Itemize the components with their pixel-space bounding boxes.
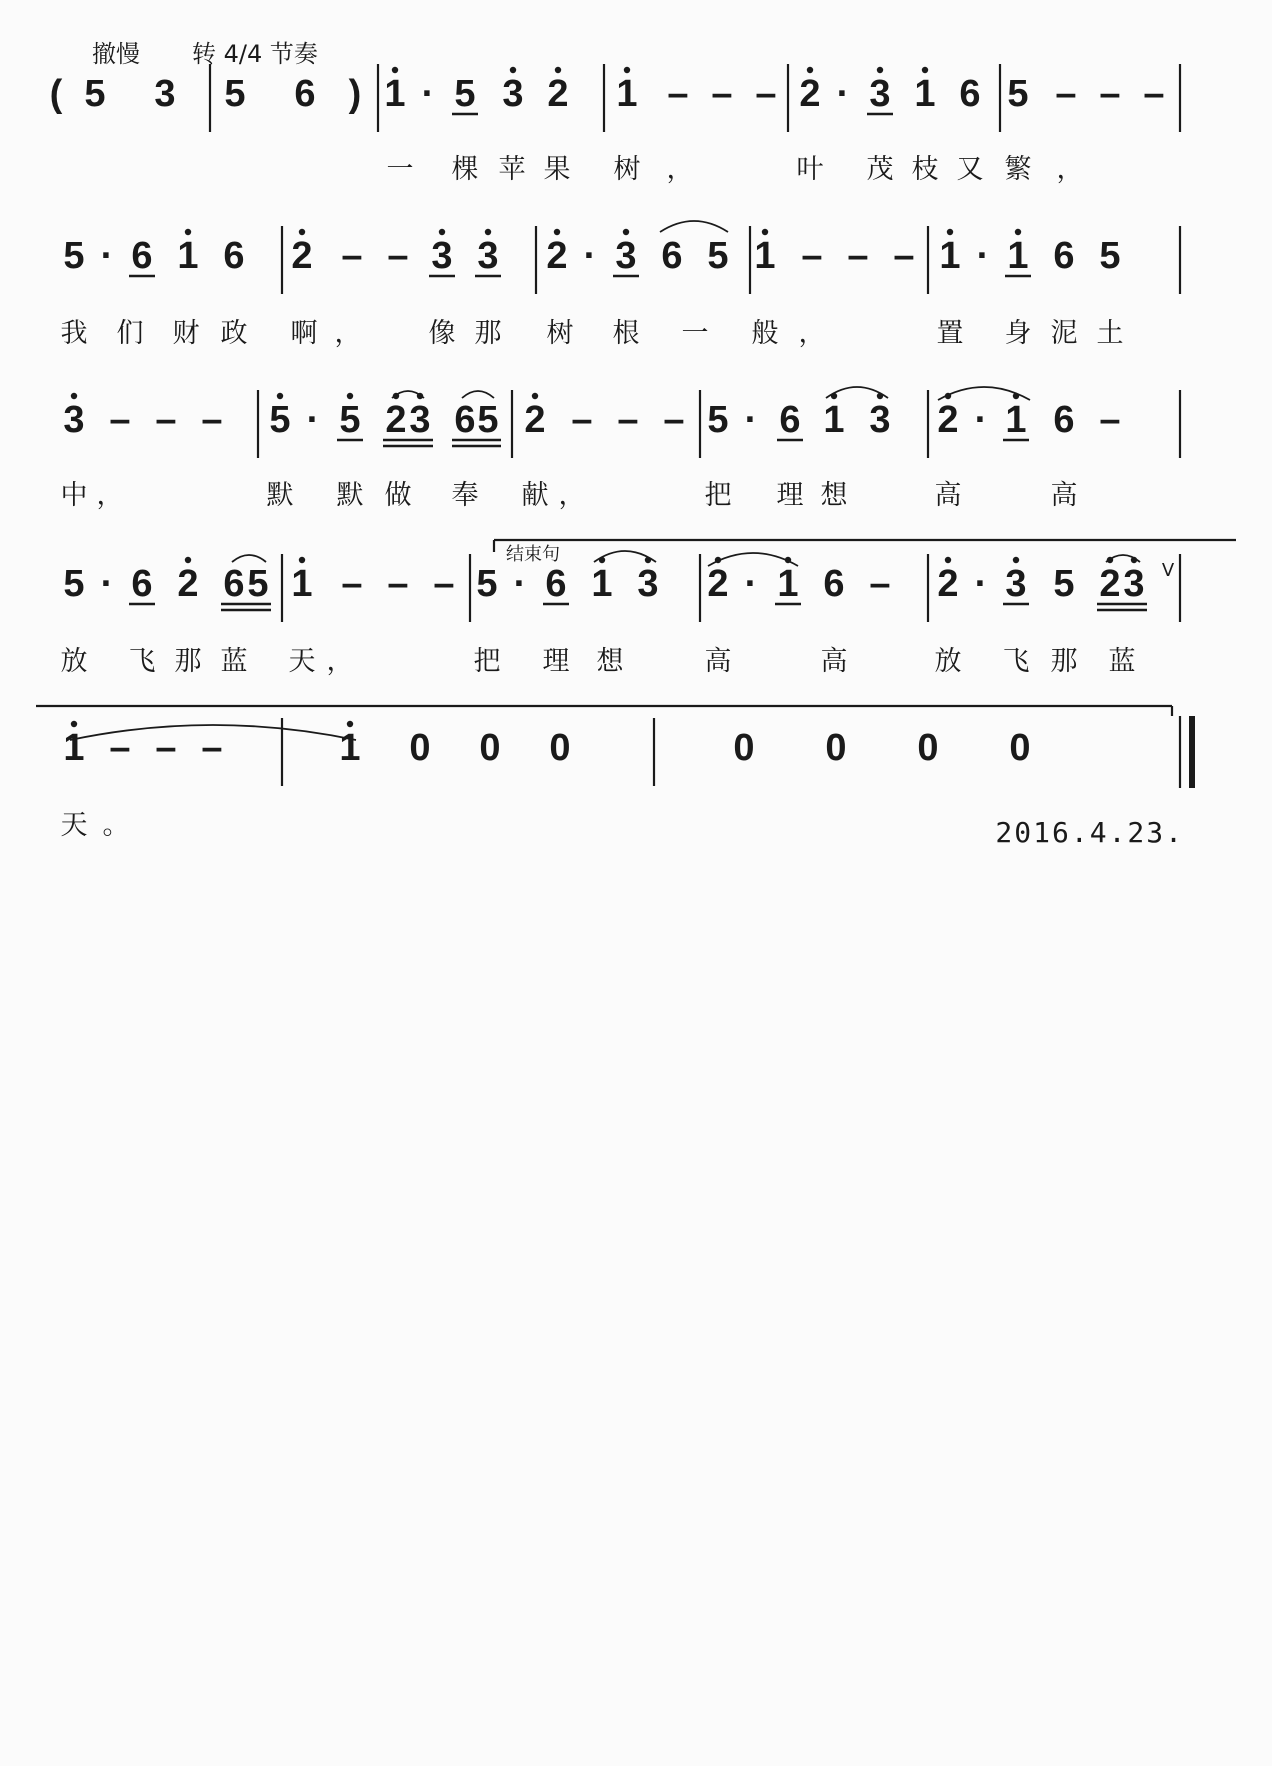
lyric-char: 想 <box>596 646 624 677</box>
lyric-char: 蓝 <box>220 646 248 677</box>
note: 2 <box>547 73 569 115</box>
note: 2 <box>177 563 199 605</box>
octave-dot <box>299 229 305 235</box>
note: 3 <box>615 235 637 277</box>
lyric-char: ， <box>558 480 586 511</box>
lyric-char: 土 <box>1096 318 1124 349</box>
lyric-char: 默 <box>266 480 294 511</box>
breath-mark: V <box>1161 560 1175 581</box>
lyric-char: 。 <box>102 810 130 841</box>
octave-dot <box>510 67 516 73</box>
note: 3 <box>477 235 499 277</box>
dash-extension: – <box>667 73 689 115</box>
note: 3 <box>63 399 85 441</box>
lyric-char: 高 <box>1050 480 1078 511</box>
note: 6 <box>454 399 476 441</box>
note: 0 <box>1009 727 1031 769</box>
lyric-char: 般 <box>751 318 779 349</box>
lyric-char: 默 <box>336 480 364 511</box>
dot-augment: · <box>421 73 435 115</box>
dash-extension: – <box>387 235 409 277</box>
octave-dot <box>71 393 77 399</box>
note: 2 <box>707 563 729 605</box>
lyric-char: 棵 <box>451 154 479 185</box>
lyric-char: 枝 <box>911 154 939 185</box>
octave-dot <box>922 67 928 73</box>
lyric-char: 又 <box>956 154 984 185</box>
note: 5 <box>707 235 729 277</box>
dot-augment: · <box>974 563 988 605</box>
dash-extension: – <box>1099 73 1121 115</box>
lyric-char: 树 <box>546 318 574 349</box>
dash-extension: – <box>711 73 733 115</box>
lyric-char: ， <box>334 318 362 349</box>
octave-dot <box>439 229 445 235</box>
dash-extension: – <box>893 235 915 277</box>
dot-augment: · <box>306 399 320 441</box>
note: 1 <box>754 235 776 277</box>
octave-dot <box>485 229 491 235</box>
lyric-char: 茂 <box>866 154 894 185</box>
lyric-char: 高 <box>820 646 848 677</box>
octave-dot <box>807 67 813 73</box>
note: 5 <box>63 235 85 277</box>
lyric-char: 理 <box>776 480 804 511</box>
lyric-char: ， <box>96 480 124 511</box>
dot-augment: · <box>744 563 758 605</box>
octave-dot <box>623 229 629 235</box>
note: 0 <box>733 727 755 769</box>
note: 6 <box>959 73 981 115</box>
lyric-char: 我 <box>60 318 88 349</box>
note: 6 <box>823 563 845 605</box>
note: 5 <box>1099 235 1121 277</box>
note: 3 <box>1005 563 1027 605</box>
note: 3 <box>431 235 453 277</box>
note: 2 <box>546 235 568 277</box>
dash-extension: – <box>571 399 593 441</box>
dash-extension: – <box>433 563 455 605</box>
octave-dot <box>277 393 283 399</box>
note: 0 <box>825 727 847 769</box>
dot-augment: · <box>974 399 988 441</box>
lyric-char: 苹 <box>498 154 526 185</box>
dash-extension: – <box>1143 73 1165 115</box>
lyric-char: 那 <box>1050 646 1078 677</box>
note: 6 <box>223 235 245 277</box>
octave-dot <box>1015 229 1021 235</box>
octave-dot <box>71 721 77 727</box>
note: 6 <box>131 563 153 605</box>
note: 1 <box>914 73 936 115</box>
note: 5 <box>339 399 361 441</box>
octave-dot <box>347 721 353 727</box>
lyric-char: ， <box>798 318 826 349</box>
note: 0 <box>409 727 431 769</box>
note: 2 <box>524 399 546 441</box>
note: 1 <box>616 73 638 115</box>
note: 2 <box>937 563 959 605</box>
lyric-char: 那 <box>174 646 202 677</box>
tempo-marking: 撤慢 <box>92 40 140 68</box>
octave-dot <box>947 229 953 235</box>
note: 6 <box>1053 235 1075 277</box>
note: 2 <box>799 73 821 115</box>
dash-extension: – <box>617 399 639 441</box>
note: 5 <box>63 563 85 605</box>
note: 6 <box>545 563 567 605</box>
octave-dot <box>624 67 630 73</box>
octave-dot <box>392 67 398 73</box>
lyric-char: ， <box>1056 154 1084 185</box>
lyric-char: 做 <box>384 480 412 511</box>
lyric-char: 财 <box>172 318 200 349</box>
lyric-char: 奉 <box>451 480 479 511</box>
note: 5 <box>247 563 269 605</box>
dash-extension: – <box>155 399 177 441</box>
note: 5 <box>1053 563 1075 605</box>
note: 5 <box>1007 73 1029 115</box>
note: 1 <box>823 399 845 441</box>
lyric-char: 繁 <box>1004 154 1032 185</box>
note: 1 <box>591 563 613 605</box>
octave-dot <box>532 393 538 399</box>
lyric-char: 理 <box>542 646 570 677</box>
dot-augment: · <box>583 235 597 277</box>
note: 5 <box>84 73 106 115</box>
note: 3 <box>502 73 524 115</box>
octave-dot <box>299 557 305 563</box>
lyric-char: 一 <box>681 318 709 349</box>
lyric-char: 身 <box>1004 318 1032 349</box>
note: 3 <box>409 399 431 441</box>
meter-change: 转 4/4 节奏 <box>192 40 318 68</box>
dot-augment: · <box>976 235 990 277</box>
note: 2 <box>291 235 313 277</box>
octave-dot <box>185 229 191 235</box>
dot-augment: · <box>836 73 850 115</box>
slur <box>660 221 728 232</box>
note: 1 <box>1007 235 1029 277</box>
octave-dot <box>945 557 951 563</box>
dash-extension: – <box>1055 73 1077 115</box>
dash-extension: – <box>109 399 131 441</box>
note: 2 <box>385 399 407 441</box>
lyric-char: 像 <box>428 318 456 349</box>
note: 6 <box>779 399 801 441</box>
lyric-char: 放 <box>60 646 88 677</box>
note: 5 <box>476 563 498 605</box>
lyric-char: 高 <box>934 480 962 511</box>
lyric-char: 把 <box>704 480 732 511</box>
dash-extension: – <box>1099 399 1121 441</box>
lyric-char: 叶 <box>796 154 824 185</box>
lyric-char: 根 <box>612 318 640 349</box>
note: 6 <box>131 235 153 277</box>
lyric-char: 把 <box>473 646 501 677</box>
lyric-char: 想 <box>820 480 848 511</box>
dash-extension: – <box>109 727 131 769</box>
dash-extension: – <box>663 399 685 441</box>
lyric-char: 树 <box>613 154 641 185</box>
lyric-char: 泥 <box>1050 318 1078 349</box>
dash-extension: – <box>155 727 177 769</box>
note: 2 <box>937 399 959 441</box>
note: 0 <box>917 727 939 769</box>
note: 6 <box>661 235 683 277</box>
lyric-char: 飞 <box>128 646 156 677</box>
slur <box>462 391 494 398</box>
lyric-char: 放 <box>934 646 962 677</box>
dash-extension: – <box>341 563 363 605</box>
date-stamp: 2016.4.23. <box>995 816 1184 849</box>
lyric-char: 飞 <box>1002 646 1030 677</box>
lyric-char: 啊 <box>290 318 318 349</box>
note: 3 <box>637 563 659 605</box>
octave-dot <box>762 229 768 235</box>
lyric-char: 果 <box>543 154 571 185</box>
note: 3 <box>869 399 891 441</box>
octave-dot <box>554 229 560 235</box>
note: 1 <box>339 727 361 769</box>
dash-extension: – <box>387 563 409 605</box>
note: 1 <box>384 73 406 115</box>
dash-extension: – <box>755 73 777 115</box>
dash-extension: – <box>869 563 891 605</box>
note: 3 <box>869 73 891 115</box>
note: 1 <box>777 563 799 605</box>
lyric-char: 天 <box>60 810 88 841</box>
dash-extension: – <box>847 235 869 277</box>
note: 1 <box>939 235 961 277</box>
note: 5 <box>454 73 476 115</box>
note: 6 <box>294 73 316 115</box>
note: 3 <box>154 73 176 115</box>
lyric-char: ， <box>326 646 354 677</box>
note: 5 <box>224 73 246 115</box>
note: 5 <box>269 399 291 441</box>
lyric-char: 置 <box>936 318 964 349</box>
note: 1 <box>177 235 199 277</box>
lyric-char: 政 <box>220 318 248 349</box>
lyric-char: 们 <box>116 318 144 349</box>
octave-dot <box>347 393 353 399</box>
lyric-char: 一 <box>386 154 414 185</box>
note: 0 <box>479 727 501 769</box>
note: 1 <box>63 727 85 769</box>
lyric-char: 献 <box>521 480 549 511</box>
octave-dot <box>185 557 191 563</box>
lyric-char: ， <box>666 154 694 185</box>
dash-extension: – <box>341 235 363 277</box>
lyric-char: 高 <box>704 646 732 677</box>
dot-augment: · <box>100 235 114 277</box>
lyric-char: 天 <box>288 646 316 677</box>
note: 6 <box>1053 399 1075 441</box>
dash-extension: – <box>201 399 223 441</box>
note: 1 <box>291 563 313 605</box>
dot-augment: · <box>100 563 114 605</box>
lyric-char: 那 <box>474 318 502 349</box>
note: 3 <box>1123 563 1145 605</box>
octave-dot <box>877 67 883 73</box>
dot-augment: · <box>513 563 527 605</box>
dash-extension: – <box>801 235 823 277</box>
lyric-char: 中 <box>60 480 88 511</box>
note: 2 <box>1099 563 1121 605</box>
ending-label: 结束句 <box>506 544 560 565</box>
note: 5 <box>707 399 729 441</box>
octave-dot <box>555 67 561 73</box>
paren: ) <box>348 73 362 115</box>
note: 1 <box>1005 399 1027 441</box>
dot-augment: · <box>744 399 758 441</box>
note: 6 <box>223 563 245 605</box>
dash-extension: – <box>201 727 223 769</box>
note: 5 <box>477 399 499 441</box>
lyric-char: 蓝 <box>1108 646 1136 677</box>
octave-dot <box>1013 557 1019 563</box>
note: 0 <box>549 727 571 769</box>
paren: ( <box>49 73 63 115</box>
slur <box>232 555 266 562</box>
